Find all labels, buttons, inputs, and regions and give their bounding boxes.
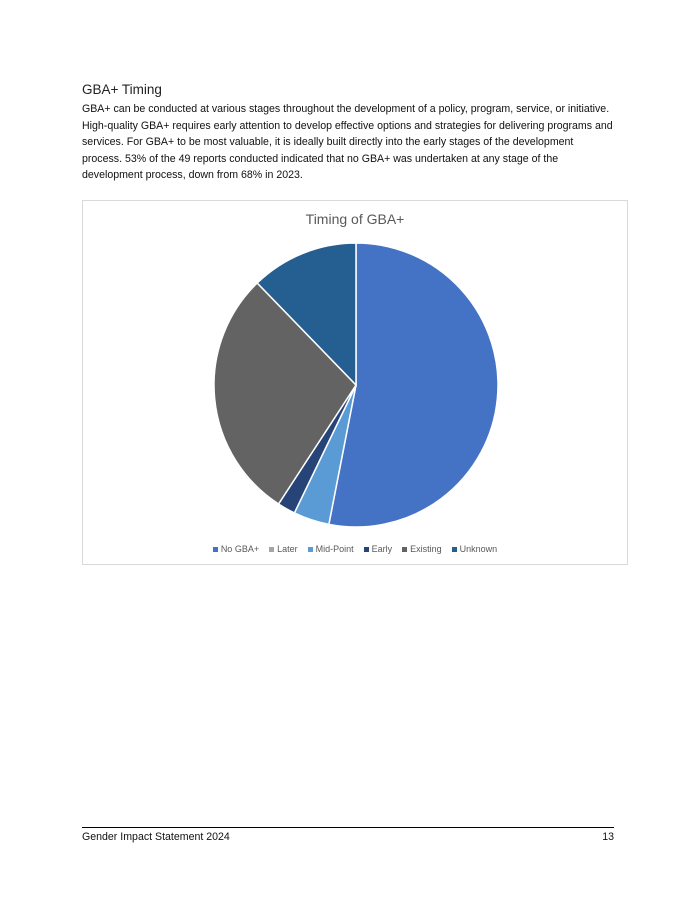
legend-label: Later: [277, 544, 298, 554]
legend-label: Existing: [410, 544, 442, 554]
chart-legend: [83, 544, 627, 554]
legend-item-unknown: [452, 544, 498, 554]
legend-swatch: [269, 547, 274, 552]
legend-label: No GBA+: [220, 544, 260, 554]
legend-swatch: [364, 547, 369, 552]
chart-title: Timing of GBA+: [305, 211, 405, 227]
legend-item-existing: [402, 544, 442, 554]
footer-rule: [82, 827, 614, 828]
legend-swatch: [308, 547, 313, 552]
section-heading: GBA+ Timing: [82, 82, 162, 97]
footer-title: Gender Impact Statement 2024: [82, 831, 230, 843]
legend-swatch: [213, 547, 218, 552]
legend-item-no-gba: [213, 544, 259, 554]
legend-label: Early: [371, 544, 393, 554]
chart-frame: [82, 200, 628, 565]
footer-page-number: 13: [602, 831, 614, 843]
legend-label: Mid-Point: [315, 544, 354, 554]
pie-chart: [83, 201, 629, 566]
legend-item-early: [364, 544, 393, 554]
legend-swatch: [452, 547, 457, 552]
legend-item-later: [269, 544, 298, 554]
legend-swatch: [402, 547, 407, 552]
legend-label: Unknown: [459, 544, 498, 554]
body-paragraph: GBA+ can be conducted at various stages throughout the development of a policy, program, service, or initiative. High-quality GBA+ requires early attention to develop effective options and strategies for delivering programs and services. For GBA+ to be most valuable, it is ideally built directly into the early stages of the development process. 53% of the 49 reports conducted indicated that no GBA+ was undertaken at any stage of the development process, down from 68% in 2023.: [82, 103, 613, 181]
legend-item-mid-point: [308, 544, 354, 554]
